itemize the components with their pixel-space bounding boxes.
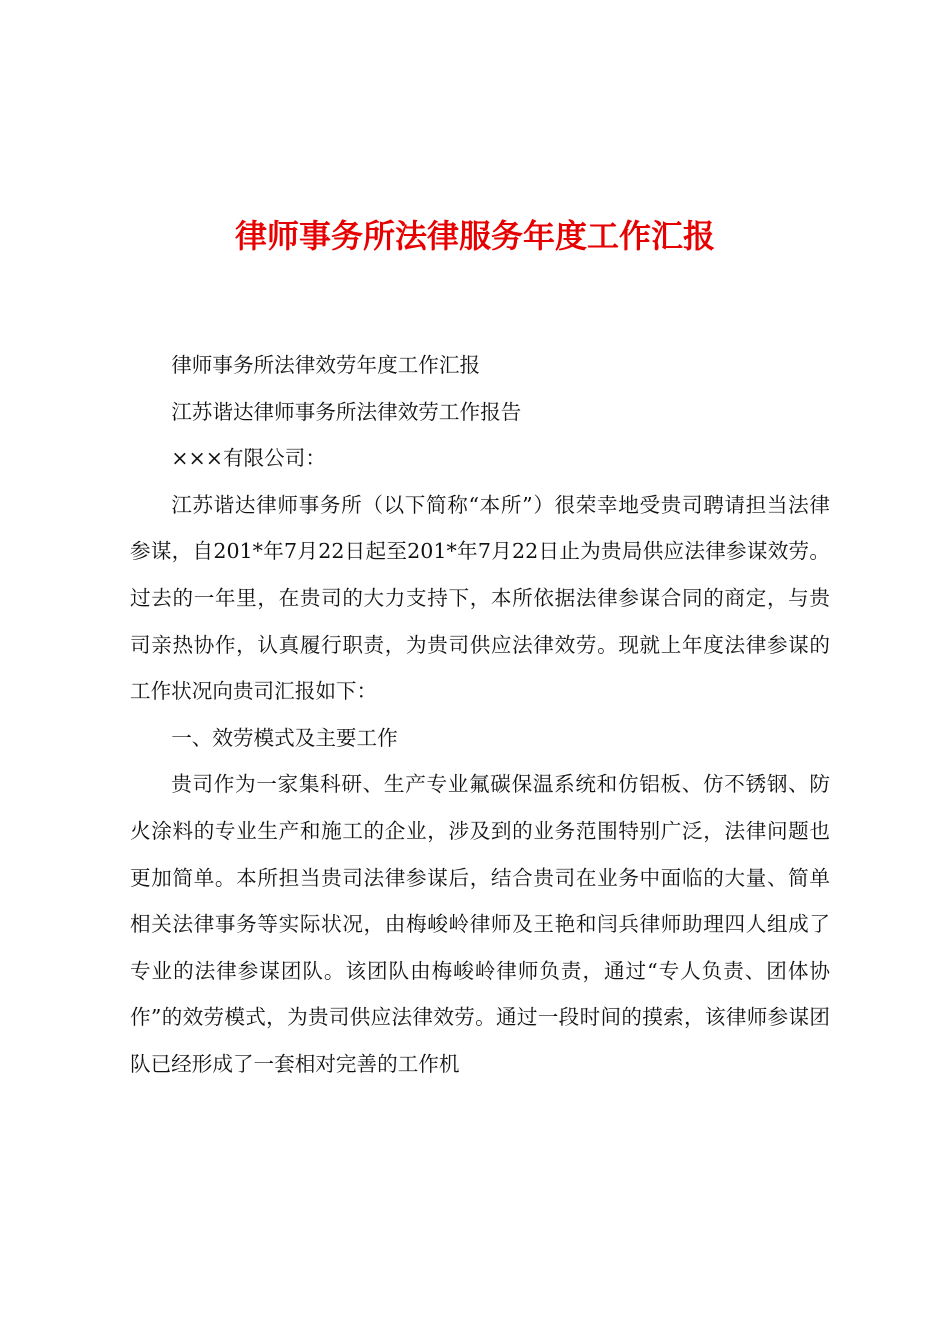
paragraph-report-name: 江苏谐达律师事务所法律效劳工作报告 <box>171 399 522 424</box>
paragraph-intro: 江苏谐达律师事务所（以下简称“本所”）很荣幸地受贵司聘请担当法律参谋，自201*年7月22日起至201*年7月22日止为贵局供应法律参谋效劳。过去的一年里，在贵司的大力支持下，本所依据法律参谋合同的商定，与贵司亲热协作，认真履行职责，为贵司供应法律效劳。现就上年度法律参谋的工作状况向贵司汇报如下： <box>130 492 830 704</box>
paragraph-section-heading: 一、效劳模式及主要工作 <box>171 725 398 750</box>
document-body <box>130 342 830 1088</box>
paragraph-subtitle: 律师事务所法律效劳年度工作汇报 <box>171 353 481 377</box>
paragraph-section-body: 贵司作为一家集科研、生产专业氟碳保温系统和仿铝板、仿不锈钢、防火涂料的专业生产和施工的企业，涉及到的业务范围特别广泛，法律问题也更加简单。本所担当贵司法律参谋后，结合贵司在业务中面临的大量、简单相关法律事务等实际状况，由梅峻岭律师及王艳和闫兵律师助理四人组成了专业的法律参谋团队。该团队由梅峻岭律师负责，通过“专人负责、团体协作”的效劳模式，为贵司供应法律效劳。通过一段时间的摸索，该律师参谋团队已经形成了一套相对完善的工作机 <box>130 772 830 1076</box>
paragraph-salutation: ×××有限公司： <box>171 446 326 471</box>
document-title: 律师事务所法律服务年度工作汇报 <box>234 217 715 255</box>
